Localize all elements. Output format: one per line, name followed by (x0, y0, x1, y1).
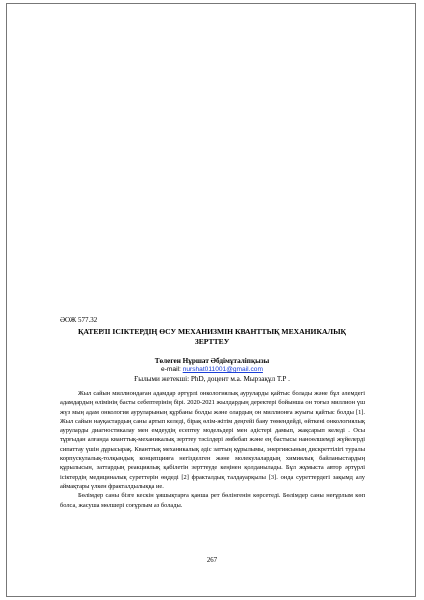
paragraph-2: Бөлімдер саны бізге кескін ұяшықтарға қанша рет бөлінгенін көрсетеді. Бөлімдер саны неғұрлым көп болса, жасуша мөлшері соғұрлым аз болады. (60, 492, 365, 509)
email-link[interactable]: nurshat011001@gmail.com (182, 366, 263, 373)
email-label: e-mail: (161, 366, 181, 373)
author-name: Төлеген Нұршат Әбдімұталіпқызы (154, 357, 270, 365)
scientific-advisor: Ғылыми жетекші: PhD, доцент м.а. Мырзақұл Т.Р . (134, 375, 290, 383)
article-title (60, 327, 364, 347)
author-email (60, 366, 364, 373)
page-number: 267 (206, 557, 218, 564)
paragraph-1: Жыл сайын миллиондаған адамдар әртүрлі онкологиялық ауруларды қайтыс болады және бұл әлемдегі адамдардың өлімінің басты себептерінің бірі. 2020-2021 жылдардың деректері бойынша он тоғыз миллион үш жүз мың адам онкология ауруларының құрбаны болды және олардың он миллионға жуығы қайтыс болды [1]. Жыл сайын науқастардың саны артып келеді, бірақ өлім-жітім деңгейі баяу төмендейді, өйткені онкологиялық ауруларды диагностикалау мен емдеудің есептеу модельдері мен әдістері дамып, жақсарып келеді . Осы тұрғыдан алғанда кванттық-механикалық зерттеу тәсілдері әмбебап және ең бастысы наноөлшемді жүйелерді сипаттау үшін дұрысырақ. Кванттық механикалық әдіс заттың құрылымы, энергиясының дискреттілігі туралы корпускулалық-толқындық концепцияға негізделген және молекулалардың химиялық байланыстардың құрылысын, заттардың реакциялық қабілетін зерттеуде кеңінен қолданылады. Бұл жұмыста автор әртүрлі ісіктердің медициналық суреттерін өңдеді [2] фракталдық талдауарқылы [3]. онда суреттердегі зақымд алу аймақтары үлкен фракталдылыққа ие. (60, 390, 365, 490)
article-body (60, 389, 365, 510)
udc-code: ӘОЖ 577.32 (60, 316, 98, 324)
title-line-1: ҚАТЕРЛІ ІСІКТЕРДІҢ ӨСУ МЕХАНИЗМІН КВАНТТЫҚ МЕХАНИКАЛЫҚ (77, 327, 347, 336)
title-line-2: ЗЕРТТЕУ (194, 337, 230, 346)
